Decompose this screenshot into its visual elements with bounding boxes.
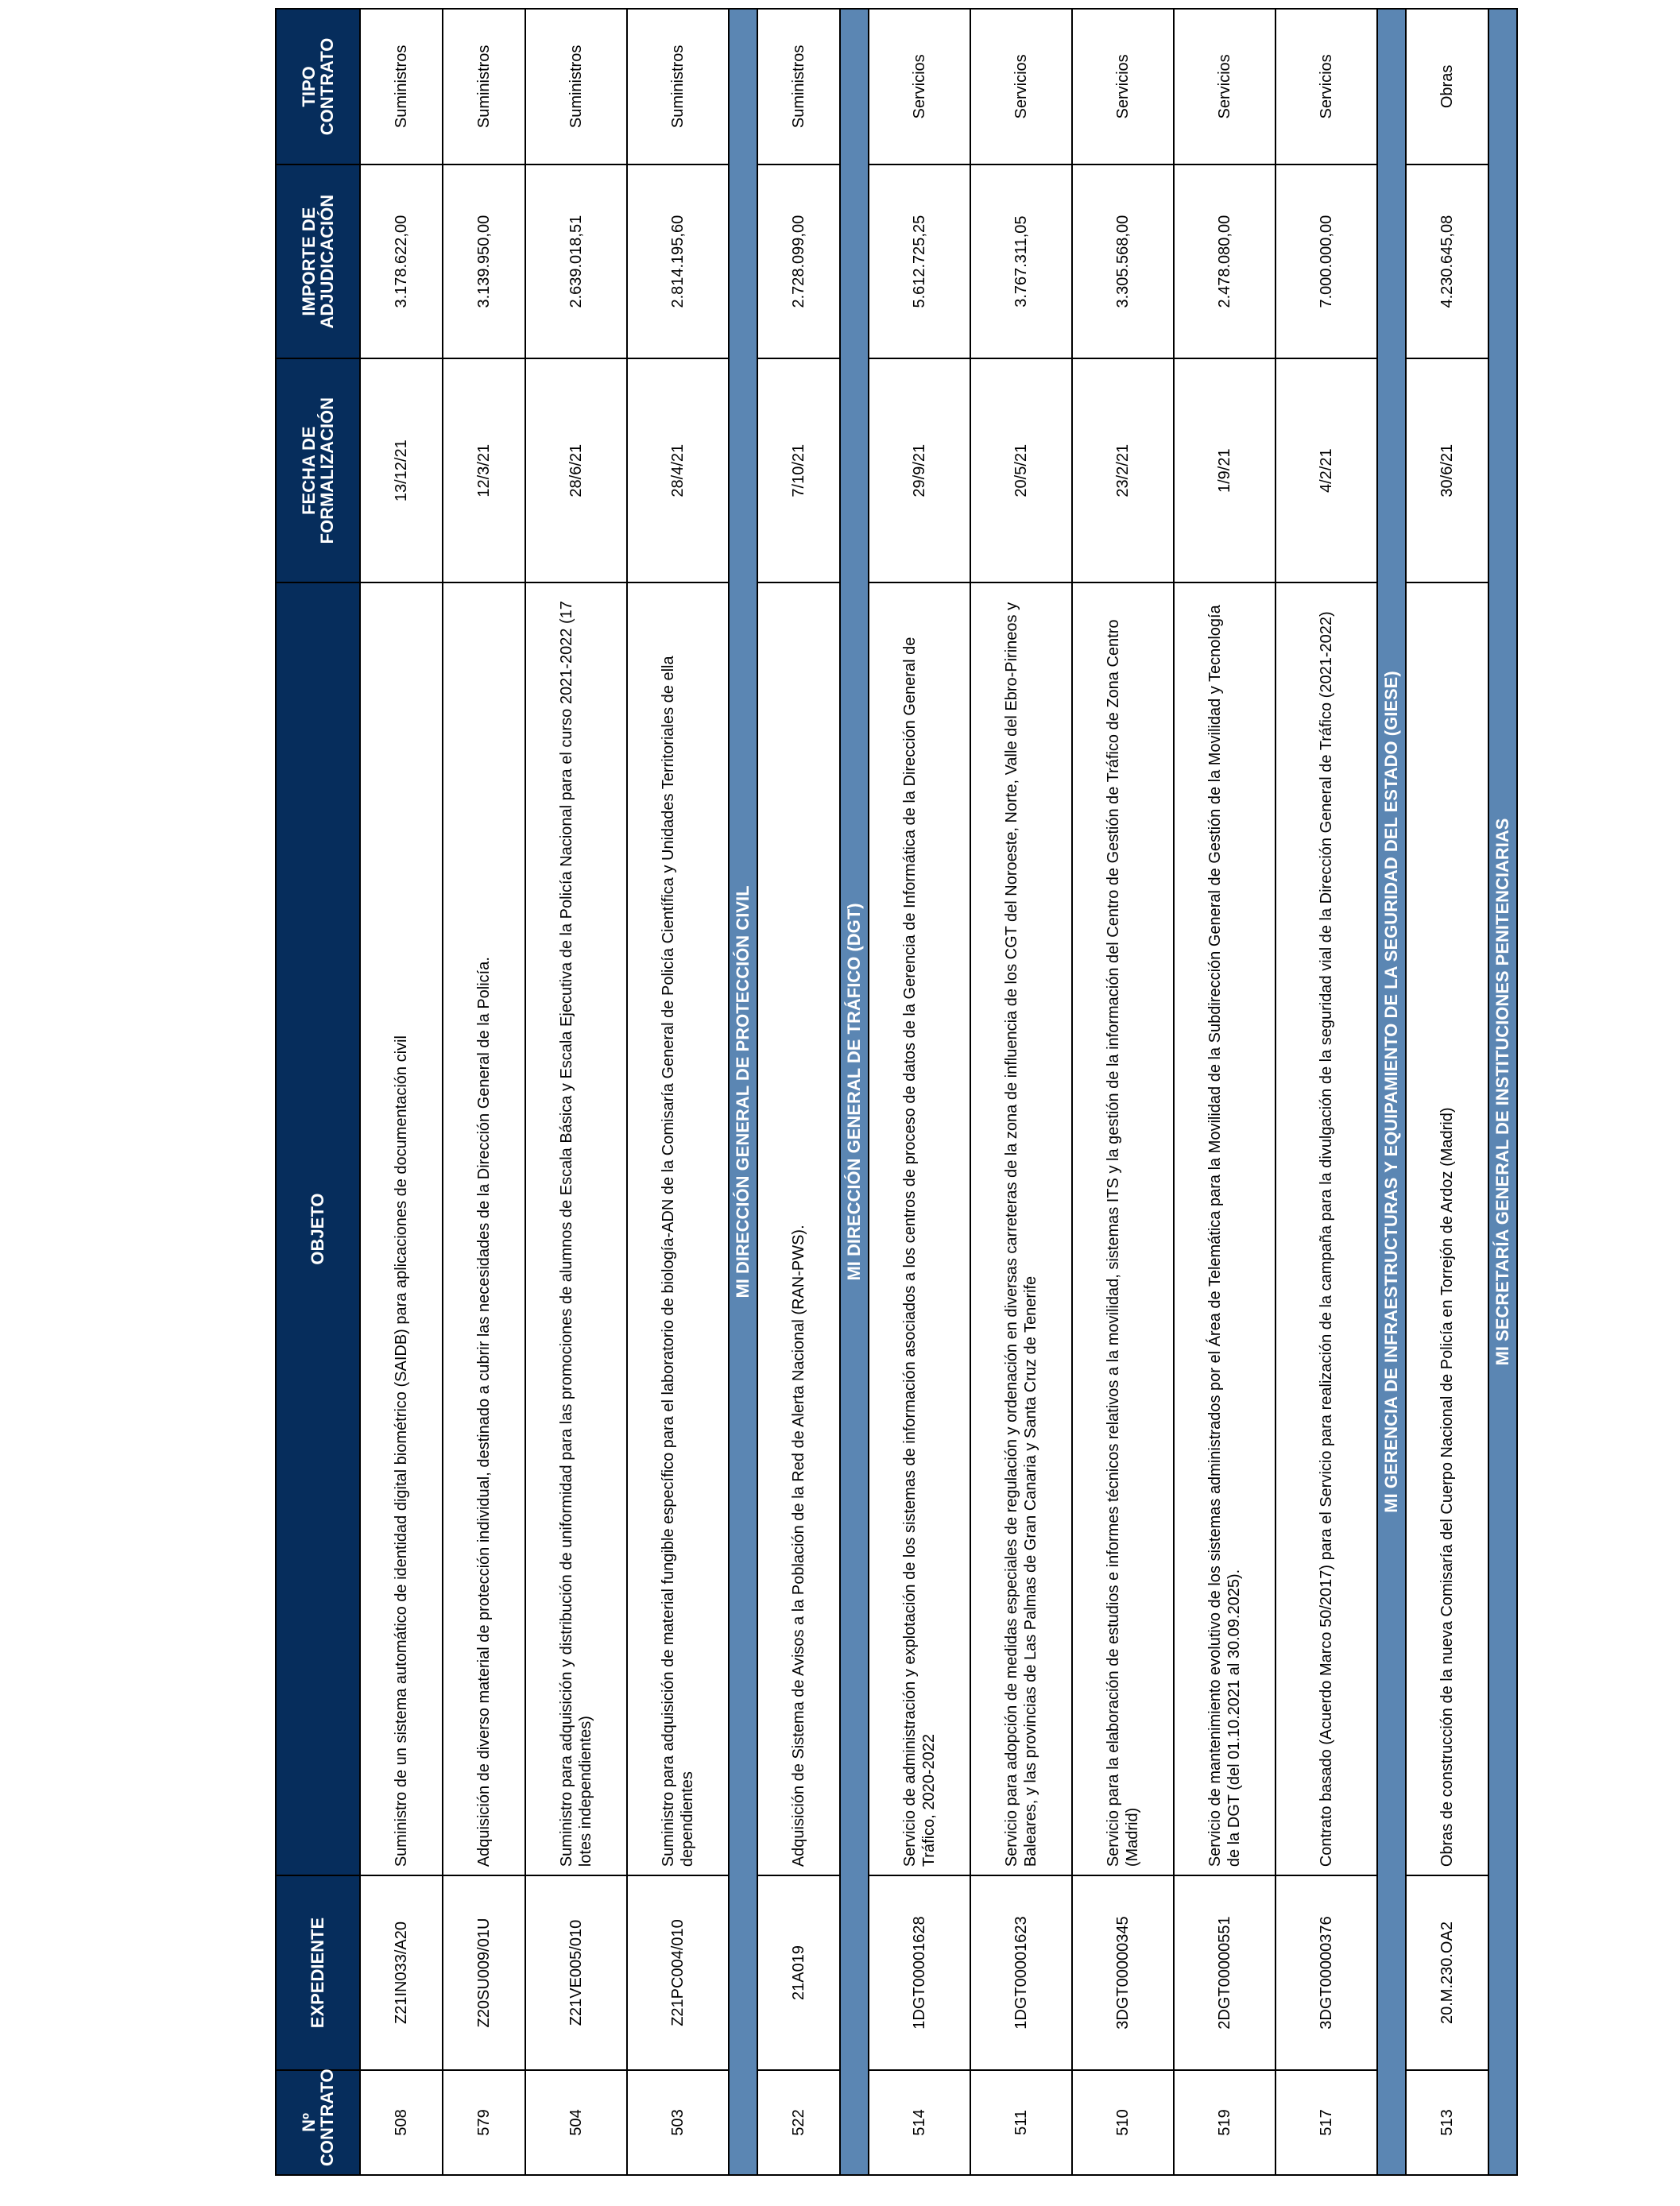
fecha: 30/6/21 [1406, 359, 1488, 582]
header-num-contrato: Nº CONTRATO [276, 2070, 360, 2175]
tipo: Suministros [443, 9, 525, 164]
section-title-trafico: MI DIRECCIÓN GENERAL DE TRÁFICO (DGT) [840, 9, 869, 2175]
expediente: 1DGT00001628 [869, 1875, 970, 2070]
contracts-table [275, 8, 1518, 2176]
table-row [970, 9, 1072, 2175]
fecha: 4/2/21 [1275, 359, 1377, 582]
expediente: 3DGT00000345 [1072, 1875, 1174, 2070]
objeto: Suministro para adquisición de material fungible específico para el laboratorio de biología-ADN de la Comisaría General de Policía Científica y Unidades Territoriales de ella dependientes [627, 582, 729, 1875]
num-contrato: 504 [525, 2070, 627, 2175]
expediente: 20.M.230.OA2 [1406, 1875, 1488, 2070]
objeto: Servicio para adopción de medidas especiales de regulación y ordenación en diversas carreteras de la zona de influencia de los CGT del Noroeste, Norte, Valle del Ebro-Pirineos y Baleares, y las provincias de Las Palmas de Gran Canaria y Santa Cruz de Tenerife [970, 582, 1072, 1875]
tipo: Suministros [627, 9, 729, 164]
fecha: 12/3/21 [443, 359, 525, 582]
section-header-row [729, 9, 757, 2175]
importe: 3.178.622,00 [360, 164, 443, 359]
table-row [757, 9, 840, 2175]
num-contrato: 519 [1174, 2070, 1275, 2175]
importe: 2.814.195,60 [627, 164, 729, 359]
fecha: 28/6/21 [525, 359, 627, 582]
fecha: 7/10/21 [757, 359, 840, 582]
tipo: Servicios [1275, 9, 1377, 164]
objeto: Servicio de administración y explotación de los sistemas de información asociados a los centros de proceso de datos de la Gerencia de Informática de la Dirección General de Tráfico, 2020-2022 [869, 582, 970, 1875]
importe: 2.728.099,00 [757, 164, 840, 359]
objeto: Servicio de mantenimiento evolutivo de los sistemas administrados por el Área de Telemática para la Movilidad de la Subdirección General de Gestión de la Movilidad y Tecnología de la DGT (del 01.10.2021 al 30.09.2025). [1174, 582, 1275, 1875]
section-title-giese: MI GERENCIA DE INFRAESTRUCTURAS Y EQUIPAMIENTO DE LA SEGURIDAD DEL ESTADO (GIESE) [1377, 9, 1406, 2175]
header-expediente: EXPEDIENTE [276, 1875, 360, 2070]
objeto: Adquisición de diverso material de protección individual, destinado a cubrir las necesidades de la Dirección General de la Policía. [443, 582, 525, 1875]
table-row [360, 9, 443, 2175]
num-contrato: 511 [970, 2070, 1072, 2175]
objeto: Adquisición de Sistema de Avisos a la Población de la Red de Alerta Nacional (RAN-PWS). [757, 582, 840, 1875]
objeto: Contrato basado (Acuerdo Marco 50/2017) para el Servicio para realización de la campaña para la divulgación de la seguridad vial de la Dirección General de Tráfico (2021-2022) [1275, 582, 1377, 1875]
importe: 2.639.018,51 [525, 164, 627, 359]
table-row [1275, 9, 1377, 2175]
objeto: Servicio para la elaboración de estudios e informes técnicos relativos a la movilidad, sistemas ITS y la gestión de la información del Centro de Gestión de Tráfico de Zona Centro (Madrid) [1072, 582, 1174, 1875]
importe: 4.230.645,08 [1406, 164, 1488, 359]
expediente: Z20SU009/01U [443, 1875, 525, 2070]
importe: 2.478.080,00 [1174, 164, 1275, 359]
header-row [276, 9, 360, 2175]
table-row [1174, 9, 1275, 2175]
num-contrato: 514 [869, 2070, 970, 2175]
fecha: 29/9/21 [869, 359, 970, 582]
header-importe: IMPORTE DE ADJUDICACIÓN [276, 164, 360, 359]
tipo: Suministros [757, 9, 840, 164]
tipo: Suministros [525, 9, 627, 164]
num-contrato: 522 [757, 2070, 840, 2175]
section-title-proteccion-civil: MI DIRECCIÓN GENERAL DE PROTECCIÓN CIVIL [729, 9, 757, 2175]
table-row [1406, 9, 1488, 2175]
section-header-row [840, 9, 869, 2175]
expediente: Z21PC004/010 [627, 1875, 729, 2070]
table-row [627, 9, 729, 2175]
expediente: 1DGT00001623 [970, 1875, 1072, 2070]
table-row [869, 9, 970, 2175]
tipo: Servicios [1072, 9, 1174, 164]
section-header-row [1377, 9, 1406, 2175]
num-contrato: 513 [1406, 2070, 1488, 2175]
table-row [443, 9, 525, 2175]
tipo: Servicios [869, 9, 970, 164]
header-tipo: TIPO CONTRATO [276, 9, 360, 164]
fecha: 13/12/21 [360, 359, 443, 582]
section-title-penitenciarias: MI SECRETARÍA GENERAL DE INSTITUCIONES PENITENCIARIAS [1488, 9, 1517, 2175]
table-row [525, 9, 627, 2175]
num-contrato: 517 [1275, 2070, 1377, 2175]
header-fecha: FECHA DE FORMALIZACIÓN [276, 359, 360, 582]
objeto: Suministro de un sistema automático de identidad digital biométrico (SAIDB) para aplicaciones de documentación civil [360, 582, 443, 1875]
fecha: 23/2/21 [1072, 359, 1174, 582]
expediente: 21A019 [757, 1875, 840, 2070]
importe: 3.767.311,05 [970, 164, 1072, 359]
importe: 3.139.950,00 [443, 164, 525, 359]
fecha: 28/4/21 [627, 359, 729, 582]
importe: 5.612.725,25 [869, 164, 970, 359]
objeto: Obras de construcción de la nueva Comisaría del Cuerpo Nacional de Policía en Torrejón de Ardoz (Madrid) [1406, 582, 1488, 1875]
table-row [1072, 9, 1174, 2175]
expediente: Z21IN033/A20 [360, 1875, 443, 2070]
tipo: Servicios [970, 9, 1072, 164]
num-contrato: 579 [443, 2070, 525, 2175]
importe: 7.000.000,00 [1275, 164, 1377, 359]
section-header-row [1488, 9, 1517, 2175]
fecha: 20/5/21 [970, 359, 1072, 582]
tipo: Obras [1406, 9, 1488, 164]
num-contrato: 508 [360, 2070, 443, 2175]
tipo: Suministros [360, 9, 443, 164]
importe: 3.305.568,00 [1072, 164, 1174, 359]
num-contrato: 510 [1072, 2070, 1174, 2175]
expediente: 2DGT00000551 [1174, 1875, 1275, 2070]
tipo: Servicios [1174, 9, 1275, 164]
objeto: Suministro para adquisición y distribución de uniformidad para las promociones de alumnos de Escala Básica y Escala Ejecutiva de la Policía Nacional para el curso 2021-2022 (17 lotes independientes) [525, 582, 627, 1875]
fecha: 1/9/21 [1174, 359, 1275, 582]
expediente: Z21VE005/010 [525, 1875, 627, 2070]
expediente: 3DGT00000376 [1275, 1875, 1377, 2070]
header-objeto: OBJETO [276, 582, 360, 1875]
contracts-page [275, 8, 1512, 2176]
num-contrato: 503 [627, 2070, 729, 2175]
